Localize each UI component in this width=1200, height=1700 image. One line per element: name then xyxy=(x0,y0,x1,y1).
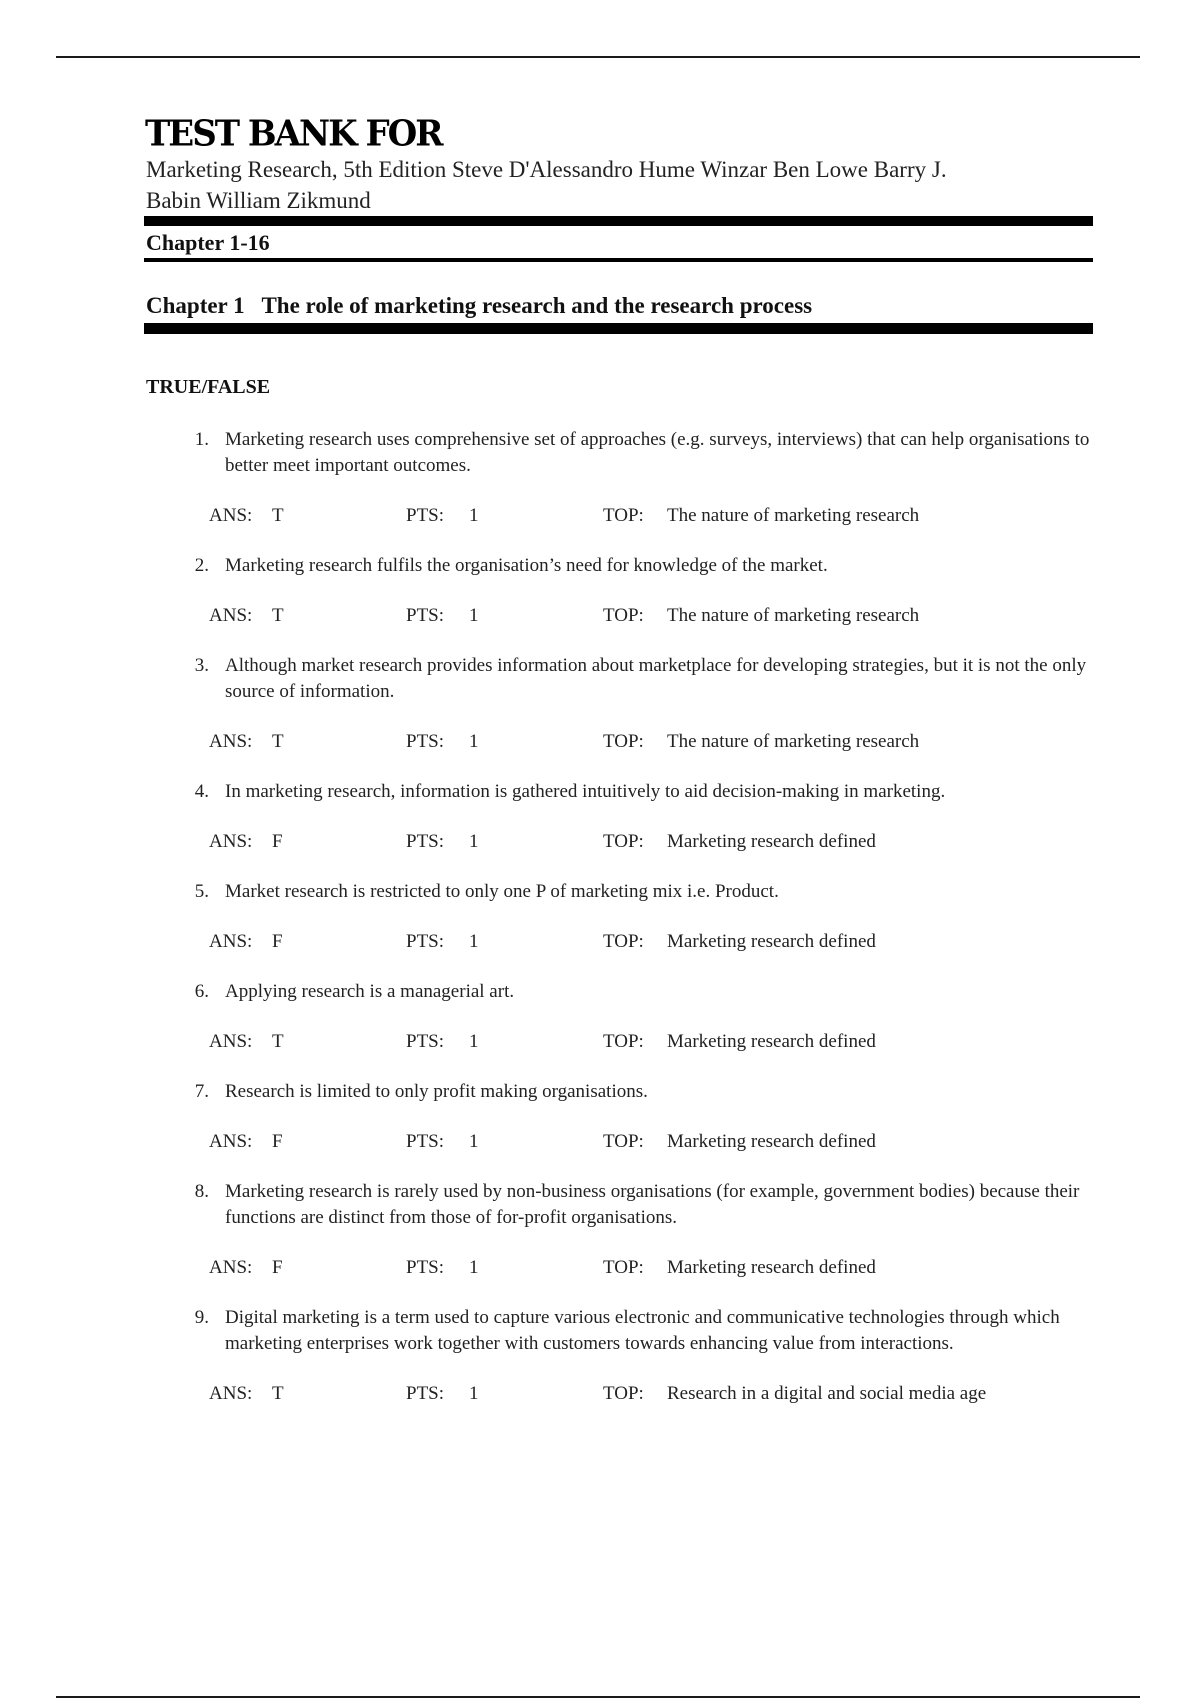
answer-row xyxy=(160,603,1090,629)
top-value: Marketing research defined xyxy=(667,1131,876,1152)
thick-divider xyxy=(144,216,1093,226)
pts-value: 1 xyxy=(469,1131,479,1152)
question-item xyxy=(160,1305,1090,1357)
pts-label: PTS: xyxy=(406,505,445,526)
top-label: TOP: xyxy=(603,1257,644,1278)
top-label: TOP: xyxy=(603,505,644,526)
ans-value: F xyxy=(272,1131,283,1152)
ans-value: T xyxy=(272,1031,284,1052)
top-label: TOP: xyxy=(603,1131,644,1152)
ans-value: T xyxy=(272,605,284,626)
pts-label: PTS: xyxy=(406,931,445,952)
pts-value: 1 xyxy=(469,505,479,526)
answer-row xyxy=(160,929,1090,955)
chapter-heading: Chapter 1 The role of marketing research and the research process xyxy=(146,293,813,318)
top-value: The nature of marketing research xyxy=(667,731,920,752)
question-text: In marketing research, information is gathered intuitively to aid decision-making in marketing. xyxy=(225,781,946,802)
ans-value: T xyxy=(272,731,284,752)
book-subtitle-line-2: Babin William Zikmund xyxy=(146,188,371,213)
question-number: 9. xyxy=(194,1307,209,1328)
document-title: TEST BANK FOR xyxy=(145,113,442,155)
answer-row xyxy=(160,729,1090,755)
top-value: The nature of marketing research xyxy=(667,605,920,626)
pts-label: PTS: xyxy=(406,1131,445,1152)
pts-label: PTS: xyxy=(406,605,445,626)
answer-row xyxy=(160,1029,1090,1055)
top-label: TOP: xyxy=(603,605,644,626)
pts-value: 1 xyxy=(469,1257,479,1278)
top-value: Marketing research defined xyxy=(667,1031,876,1052)
top-label: TOP: xyxy=(603,1031,644,1052)
question-text: Although market research provides information about marketplace for developing strategies, but it is not the only source of information. xyxy=(225,655,1087,702)
top-value: Marketing research defined xyxy=(667,931,876,952)
page-top-rule xyxy=(56,56,1140,58)
ans-label: ANS: xyxy=(209,605,253,626)
answer-row xyxy=(160,1381,1090,1407)
ans-value: T xyxy=(272,1383,284,1404)
ans-label: ANS: xyxy=(209,1257,253,1278)
question-text: Digital marketing is a term used to capture various electronic and communicative technologies through which marketing enterprises work together with customers towards enhancing value from interactions. xyxy=(225,1307,1060,1354)
book-subtitle-line-1: Marketing Research, 5th Edition Steve D'Alessandro Hume Winzar Ben Lowe Barry J. xyxy=(146,157,947,182)
top-label: TOP: xyxy=(603,931,644,952)
ans-label: ANS: xyxy=(209,1131,253,1152)
question-number: 4. xyxy=(194,781,209,802)
top-label: TOP: xyxy=(603,831,644,852)
ans-value: F xyxy=(272,1257,283,1278)
thin-divider xyxy=(144,258,1093,262)
ans-value: F xyxy=(272,931,283,952)
question-text: Marketing research fulfils the organisation’s need for knowledge of the market. xyxy=(225,555,828,576)
ans-label: ANS: xyxy=(209,731,253,752)
question-item xyxy=(160,427,1090,479)
question-text: Marketing research uses comprehensive set of approaches (e.g. surveys, interviews) that can help organisations to better meet important outcomes. xyxy=(225,429,1090,476)
answer-row xyxy=(160,1255,1090,1281)
top-value: Research in a digital and social media age xyxy=(667,1383,987,1404)
answer-row xyxy=(160,503,1090,529)
question-number: 3. xyxy=(194,655,209,676)
question-item xyxy=(160,979,1090,1005)
ans-label: ANS: xyxy=(209,505,253,526)
pts-value: 1 xyxy=(469,731,479,752)
pts-value: 1 xyxy=(469,1031,479,1052)
pts-label: PTS: xyxy=(406,731,445,752)
answer-row xyxy=(160,1129,1090,1155)
question-item xyxy=(160,779,1090,805)
top-value: Marketing research defined xyxy=(667,831,876,852)
top-label: TOP: xyxy=(603,731,644,752)
page-bottom-rule xyxy=(56,1696,1140,1698)
top-label: TOP: xyxy=(603,1383,644,1404)
pts-label: PTS: xyxy=(406,1383,445,1404)
question-number: 2. xyxy=(194,555,209,576)
question-item xyxy=(160,653,1090,705)
ans-label: ANS: xyxy=(209,931,253,952)
pts-value: 1 xyxy=(469,605,479,626)
ans-label: ANS: xyxy=(209,1383,253,1404)
question-number: 5. xyxy=(194,881,209,902)
ans-label: ANS: xyxy=(209,831,253,852)
ans-label: ANS: xyxy=(209,1031,253,1052)
pts-value: 1 xyxy=(469,931,479,952)
pts-value: 1 xyxy=(469,831,479,852)
answer-row xyxy=(160,829,1090,855)
question-item xyxy=(160,1079,1090,1105)
question-text: Applying research is a managerial art. xyxy=(225,981,515,1002)
ans-value: T xyxy=(272,505,284,526)
question-list xyxy=(160,427,1090,1431)
question-number: 1. xyxy=(194,429,209,450)
question-number: 8. xyxy=(194,1181,209,1202)
question-text: Market research is restricted to only one P of marketing mix i.e. Product. xyxy=(225,881,779,902)
question-item xyxy=(160,553,1090,579)
ans-value: F xyxy=(272,831,283,852)
chapters-range: Chapter 1-16 xyxy=(146,230,270,255)
question-text: Research is limited to only profit making organisations. xyxy=(225,1081,648,1102)
question-number: 7. xyxy=(194,1081,209,1102)
question-item xyxy=(160,1179,1090,1231)
pts-label: PTS: xyxy=(406,831,445,852)
pts-label: PTS: xyxy=(406,1257,445,1278)
question-text: Marketing research is rarely used by non-business organisations (for example, government bodies) because their functions are distinct from those of for-profit organisations. xyxy=(225,1181,1080,1228)
pts-value: 1 xyxy=(469,1383,479,1404)
section-heading: TRUE/FALSE xyxy=(146,376,271,398)
thick-divider xyxy=(144,323,1093,334)
question-number: 6. xyxy=(194,981,209,1002)
top-value: The nature of marketing research xyxy=(667,505,920,526)
top-value: Marketing research defined xyxy=(667,1257,876,1278)
pts-label: PTS: xyxy=(406,1031,445,1052)
question-item xyxy=(160,879,1090,905)
